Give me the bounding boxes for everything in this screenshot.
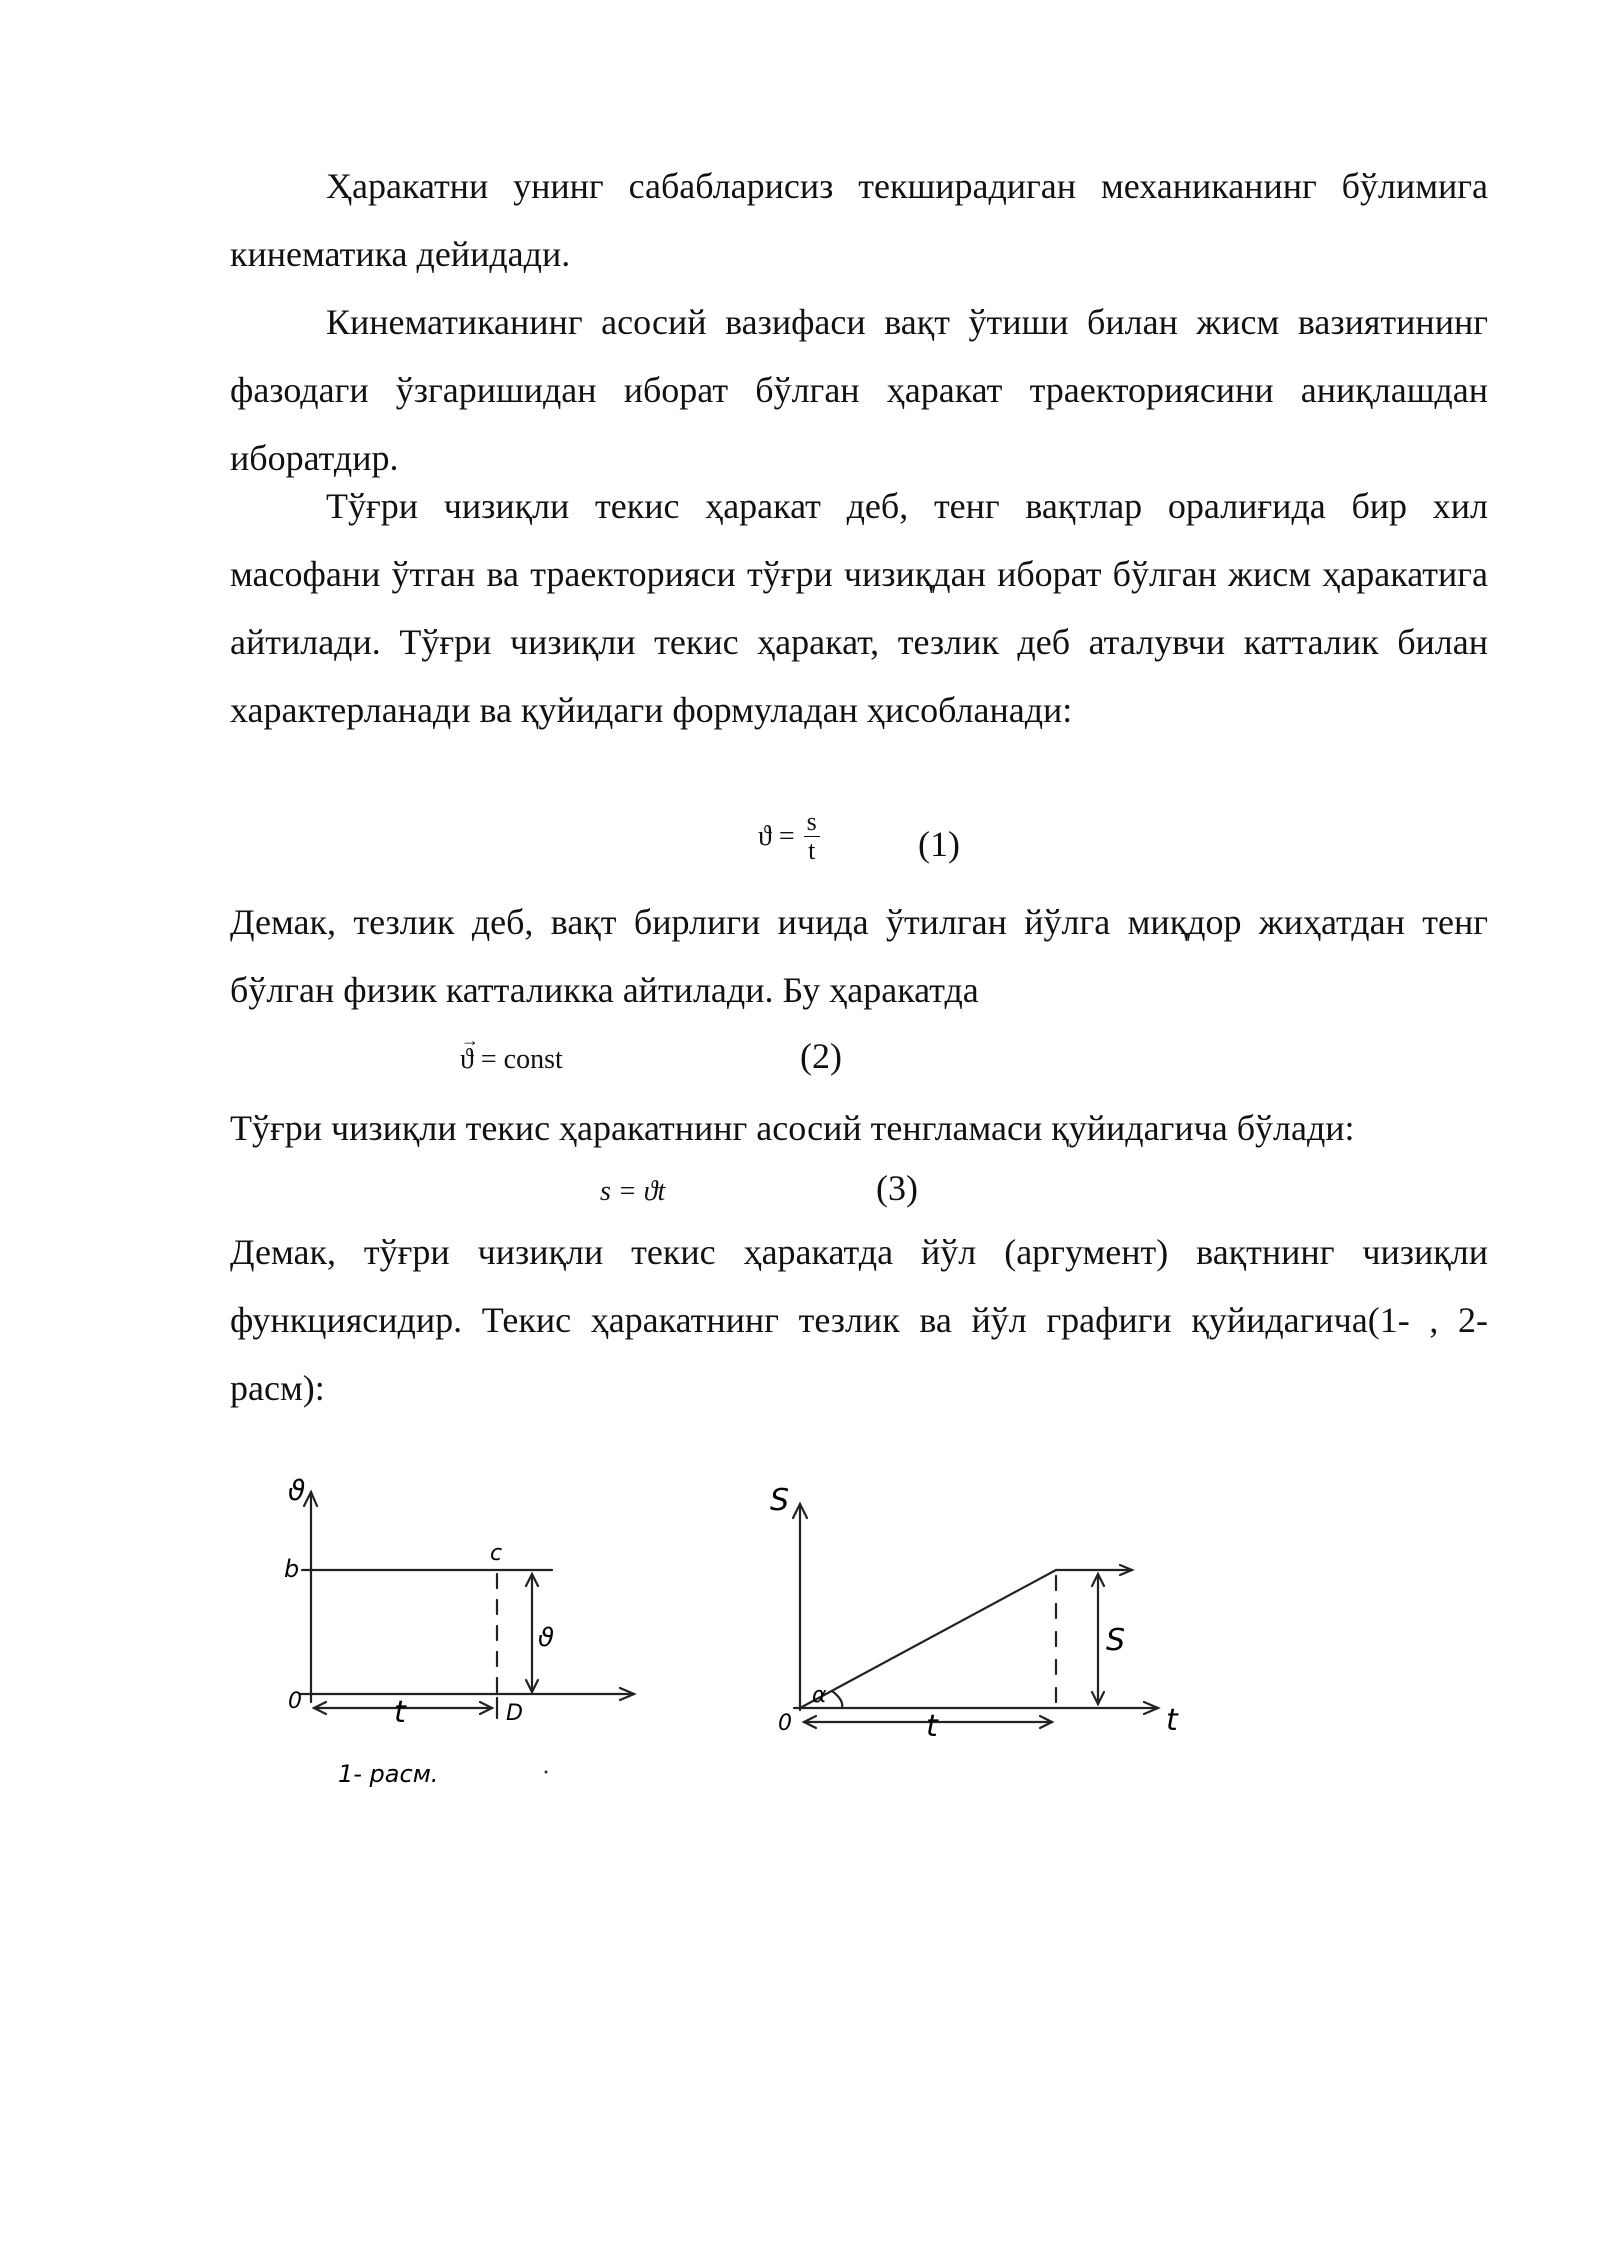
formula-3-number: (3): [876, 1168, 918, 1208]
formula-2: [460, 1040, 563, 1080]
figure-1-y-axis-label: ϑ: [288, 1474, 306, 1507]
figure-1-velocity-graph: [270, 1470, 670, 1810]
formula-1-number: (1): [918, 824, 960, 864]
formula-2-velocity-vector: → ϑ: [460, 1040, 474, 1080]
formula-2-rest: = const: [473, 1044, 563, 1075]
formula-1-denominator: t: [808, 836, 816, 865]
paragraph-kinematics-task: Кинематиканинг асосий вазифаси вақт ўтиши билан жисм вазиятининг фазодаги ўзгаришидан иборат бўлган ҳаракат траекториясини аниқлашдан иборатдир.: [230, 302, 1488, 478]
paragraph-velocity-definition: Демак, тезлик деб, вақт бирлиги ичида ўтилган йўлга миқдор жиҳатдан тенг бўлган физик катталикка айтилади. Бу ҳаракатда: [230, 902, 1488, 1010]
figure-1-point-d: D: [506, 1701, 523, 1726]
figure-1-point-c: c: [490, 1541, 503, 1566]
paragraph-kinematics-definition: Ҳаракатни унинг сабабларисиз текширадиган механиканинг бўлимига кинематика дейидади.: [230, 166, 1488, 274]
figure-1-time-label: t: [394, 1695, 406, 1730]
figure-1-point-b: b: [284, 1555, 300, 1583]
formula-1-fraction: [804, 808, 820, 865]
figure-2-origin: 0: [778, 1711, 792, 1736]
paragraph-uniform-motion: Тўғри чизиқли текис ҳаракат деб, тенг вақтлар оралиғида бир хил масофани ўтган ва траекторияси тўғри чизиқдан иборат бўлган жисм ҳаракатига айтилади. Тўғри чизиқли текис ҳаракат, тезлик деб аталувчи катталик билан характерланади ва қуйидаги формуладан ҳисобланади:: [230, 486, 1488, 730]
formula-1-lhs: ϑ =: [758, 820, 795, 852]
formula-1: [758, 808, 820, 865]
figure-2-angle-label: α: [812, 1683, 827, 1708]
figure-2-distance-label: S: [1106, 1623, 1126, 1658]
figure-1-dot: [545, 1771, 548, 1774]
paragraph-basic-equation: Тўғри чизиқли текис ҳаракатнинг асосий тенгламаси қуйидагича бўлади:: [230, 1108, 1355, 1148]
figure-1-origin: 0: [288, 1689, 302, 1714]
figure-2-y-axis-label: S: [770, 1483, 790, 1518]
figure-2-time-label: t: [926, 1709, 938, 1744]
formula-2-number: (2): [800, 1036, 842, 1076]
figure-1-caption: 1- расм.: [338, 1760, 439, 1788]
formula-1-numerator: s: [804, 808, 820, 837]
figure-1-velocity-label: ϑ: [538, 1623, 555, 1653]
figure-2-distance-graph: [720, 1470, 1220, 1770]
formula-3: s = ϑt: [600, 1176, 666, 1207]
paragraph-linear-function: Демак, тўғри чизиқли текис ҳаракатда йўл (аргумент) вақтнинг чизиқли функциясидир. Текис ҳаракатнинг тезлик ва йўл графиги қуйидагича(1- , 2- расм):: [230, 1232, 1488, 1408]
figure-2-x-axis-label: t: [1166, 1703, 1178, 1738]
